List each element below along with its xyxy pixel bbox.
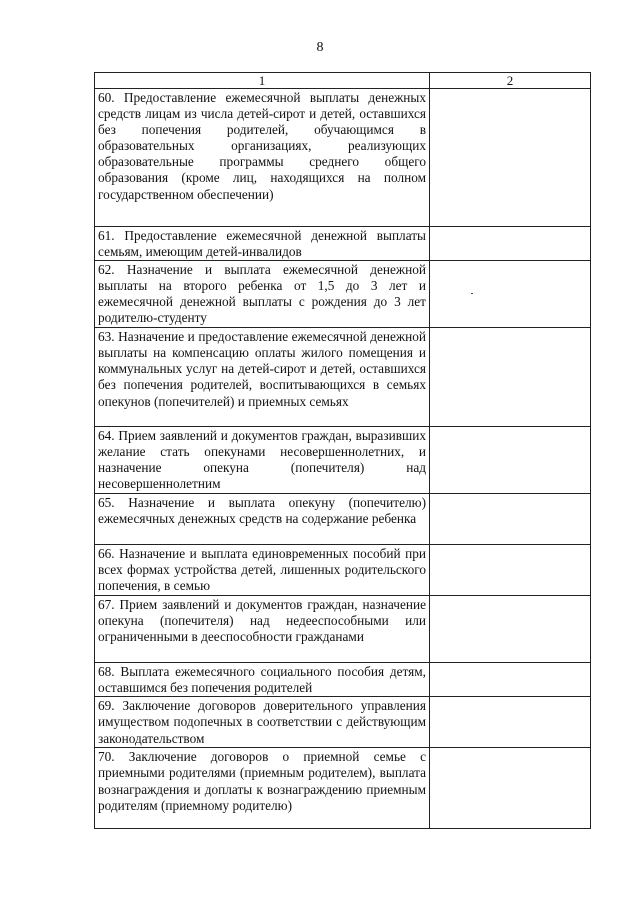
column-header-1: 1	[95, 73, 430, 89]
service-cell: 61. Предоставление ежемесячной денежной выплаты семьям, имеющим детей-инвалидов	[95, 227, 430, 261]
empty-cell	[430, 227, 591, 261]
empty-cell	[430, 545, 591, 596]
table-row	[95, 328, 591, 427]
table-row	[95, 427, 591, 494]
scan-speck	[471, 293, 473, 294]
column-header-2: 2	[430, 73, 591, 89]
empty-cell	[430, 596, 591, 663]
table-row	[95, 545, 591, 596]
table-row	[95, 89, 591, 227]
service-cell: 68. Выплата ежемесячного социального пособия детям, оставшимся без попечения родителей	[95, 663, 430, 697]
empty-cell	[430, 663, 591, 697]
empty-cell	[430, 328, 591, 427]
empty-cell	[430, 89, 591, 227]
service-cell: 70. Заключение договоров о приемной семье с приемными родителями (приемным родителем), выплата вознаграждения и доплаты к вознаграждению приемным родителям (приемному родителю)	[95, 748, 430, 829]
service-cell: 69. Заключение договоров доверительного управления имуществом подопечных в соответствии с действующим законодательством	[95, 697, 430, 748]
service-cell: 65. Назначение и выплата опекуну (попечителю) ежемесячных денежных средств на содержание ребенка	[95, 494, 430, 545]
table-row	[95, 663, 591, 697]
empty-cell	[430, 748, 591, 829]
table-header-row	[95, 73, 591, 89]
service-cell: 63. Назначение и предоставление ежемесячной денежной выплаты на компенсацию оплаты жилого помещения и коммунальных услуг на детей-сирот и детей, оставшихся без попечения родителей, воспитывающихся в семьях опекунов (попечителей) и приемных семьях	[95, 328, 430, 427]
table-row	[95, 261, 591, 328]
service-cell: 64. Прием заявлений и документов граждан, выразивших желание стать опекунами несовершеннолетних, и назначение опекуна (попечителя) над несовершеннолетним	[95, 427, 430, 494]
empty-cell	[430, 427, 591, 494]
table-row	[95, 596, 591, 663]
table-row	[95, 748, 591, 829]
table-row	[95, 697, 591, 748]
service-cell: 62. Назначение и выплата ежемесячной денежной выплаты на второго ребенка от 1,5 до 3 лет и ежемесячной денежной выплаты с рождения до 3 лет родителю-студенту	[95, 261, 430, 328]
service-cell: 66. Назначение и выплата единовременных пособий при всех формах устройства детей, лишенных родительского попечения, в семью	[95, 545, 430, 596]
table-row	[95, 494, 591, 545]
page-number: 8	[316, 40, 324, 55]
table-row	[95, 227, 591, 261]
empty-cell	[430, 697, 591, 748]
service-cell: 67. Прием заявлений и документов граждан, назначение опекуна (попечителя) над недееспособными или ограниченными в дееспособности гражданами	[95, 596, 430, 663]
empty-cell	[430, 494, 591, 545]
services-table	[94, 72, 591, 829]
empty-cell	[430, 261, 591, 328]
service-cell: 60. Предоставление ежемесячной выплаты денежных средств лицам из числа детей-сирот и детей, оставшихся без попечения родителей, обучающимся в образовательных организациях, реализующих образовательные программы среднего общего образования (кроме лиц, находящихся на полном государственном обеспечении)	[95, 89, 430, 227]
